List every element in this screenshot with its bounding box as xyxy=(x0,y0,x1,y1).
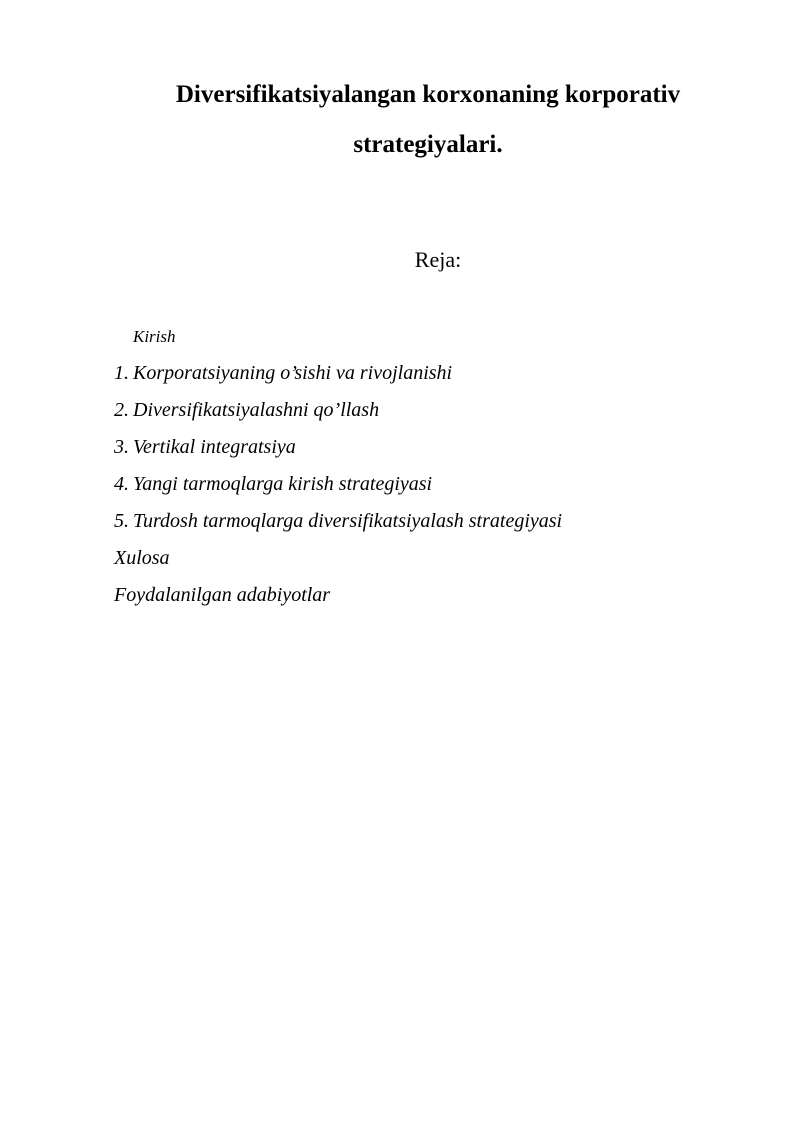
toc-item xyxy=(114,506,562,543)
toc-item-number: 2. xyxy=(114,399,129,421)
toc-item-number: 1. xyxy=(114,362,129,384)
toc-item-text: Diversifikatsiyalashni qo’llash xyxy=(133,399,380,421)
plan-heading: Reja: xyxy=(414,247,462,272)
toc-item-text: Yangi tarmoqlarga kirish strategiyasi xyxy=(133,473,433,495)
intro-item: Kirish xyxy=(133,327,176,346)
toc-item-number: 3. xyxy=(114,436,129,458)
toc-item xyxy=(114,358,562,395)
toc-item-text: Vertikal integratsiya xyxy=(133,436,296,458)
toc-item xyxy=(114,395,562,432)
table-of-contents xyxy=(114,358,562,617)
toc-item-text: Turdosh tarmoqlarga diversifikatsiyalash strategiyasi xyxy=(133,510,563,532)
toc-references: Foydalanilgan adabiyotlar xyxy=(114,584,331,606)
title-line-2: strategiyalari. xyxy=(353,131,503,158)
toc-conclusion: Xulosa xyxy=(114,547,170,569)
toc-item-text: Korporatsiyaning o’sishi va rivojlanishi xyxy=(133,362,453,384)
toc-item-number: 5. xyxy=(114,510,129,532)
document-title xyxy=(80,70,776,170)
toc-item xyxy=(114,432,562,469)
toc-item-number: 4. xyxy=(114,473,129,495)
title-line-1: Diversifikatsiyalangan korxonaning korporativ xyxy=(175,81,681,108)
toc-item xyxy=(114,469,562,506)
